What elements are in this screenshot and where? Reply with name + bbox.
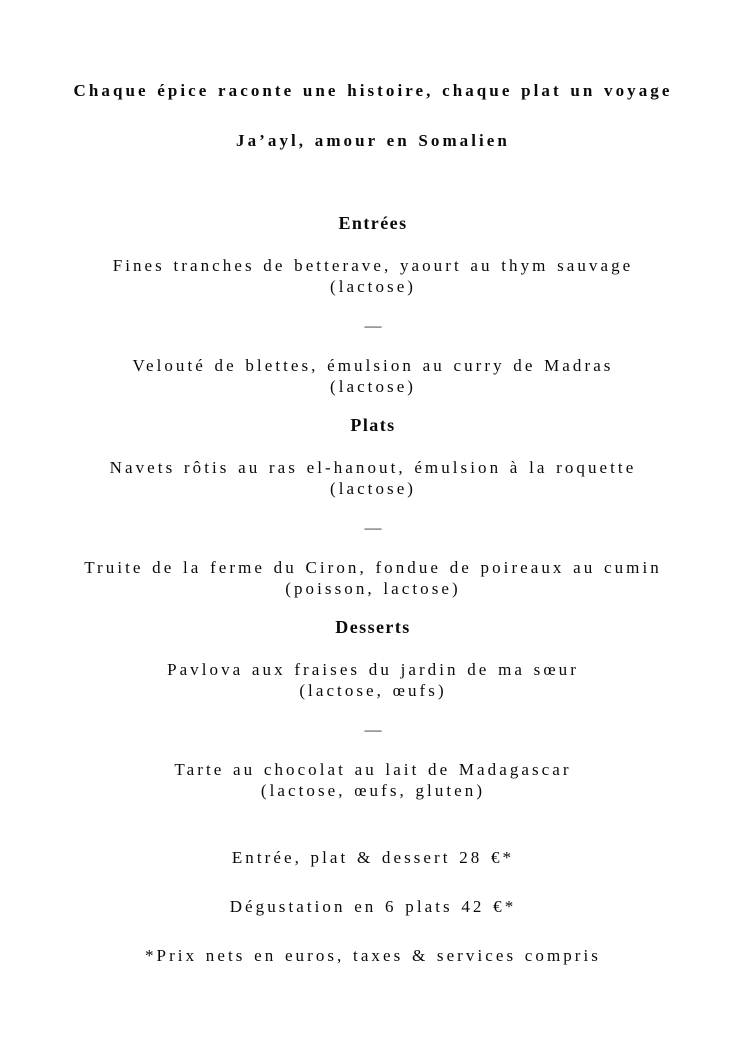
menu-section-entrees xyxy=(20,213,726,397)
price-tasting-menu: Dégustation en 6 plats 42 €* xyxy=(229,897,517,916)
dish-divider: — xyxy=(364,316,382,335)
dish-name: Pavlova aux fraises du jardin de ma sœur xyxy=(167,660,579,679)
dish-name: Velouté de blettes, émulsion au curry de Madras xyxy=(132,356,614,375)
dish-allergens: (lactose) xyxy=(329,479,417,498)
price-menu-3-courses: Entrée, plat & dessert 28 €* xyxy=(231,848,515,867)
dish-allergens: (lactose) xyxy=(329,377,417,396)
dish-name: Truite de la ferme du Ciron, fondue de poireaux au cumin xyxy=(84,558,662,577)
dish-allergens: (lactose, œufs, gluten) xyxy=(260,781,486,800)
dish-divider: — xyxy=(364,720,382,739)
dish-name: Tarte au chocolat au lait de Madagascar xyxy=(174,760,572,779)
dish-veloute xyxy=(20,355,726,397)
menu-section-plats xyxy=(20,415,726,599)
dish-betterave xyxy=(20,255,726,297)
price-footnote: *Prix nets en euros, taxes & services compris xyxy=(145,946,601,965)
dish-name: Navets rôtis au ras el-hanout, émulsion à la roquette xyxy=(109,458,637,477)
section-heading-plats: Plats xyxy=(350,415,396,435)
menu-footer xyxy=(20,848,726,966)
dish-allergens: (lactose, œufs) xyxy=(299,681,447,700)
dish-truite xyxy=(20,557,726,599)
dish-pavlova xyxy=(20,659,726,701)
menu-subtitle: Ja’ayl, amour en Somalien xyxy=(236,131,510,150)
dish-allergens: (poisson, lactose) xyxy=(285,579,461,598)
section-heading-entrees: Entrées xyxy=(338,213,408,233)
dish-tarte xyxy=(20,759,726,801)
menu-header xyxy=(20,81,726,151)
dish-allergens: (lactose) xyxy=(329,277,417,296)
menu-section-desserts xyxy=(20,617,726,801)
dish-divider: — xyxy=(364,518,382,537)
dish-navets xyxy=(20,457,726,499)
dish-name: Fines tranches de betterave, yaourt au thym sauvage xyxy=(112,256,634,275)
menu-tagline: Chaque épice raconte une histoire, chaque plat un voyage xyxy=(73,81,673,100)
section-heading-desserts: Desserts xyxy=(335,617,411,637)
